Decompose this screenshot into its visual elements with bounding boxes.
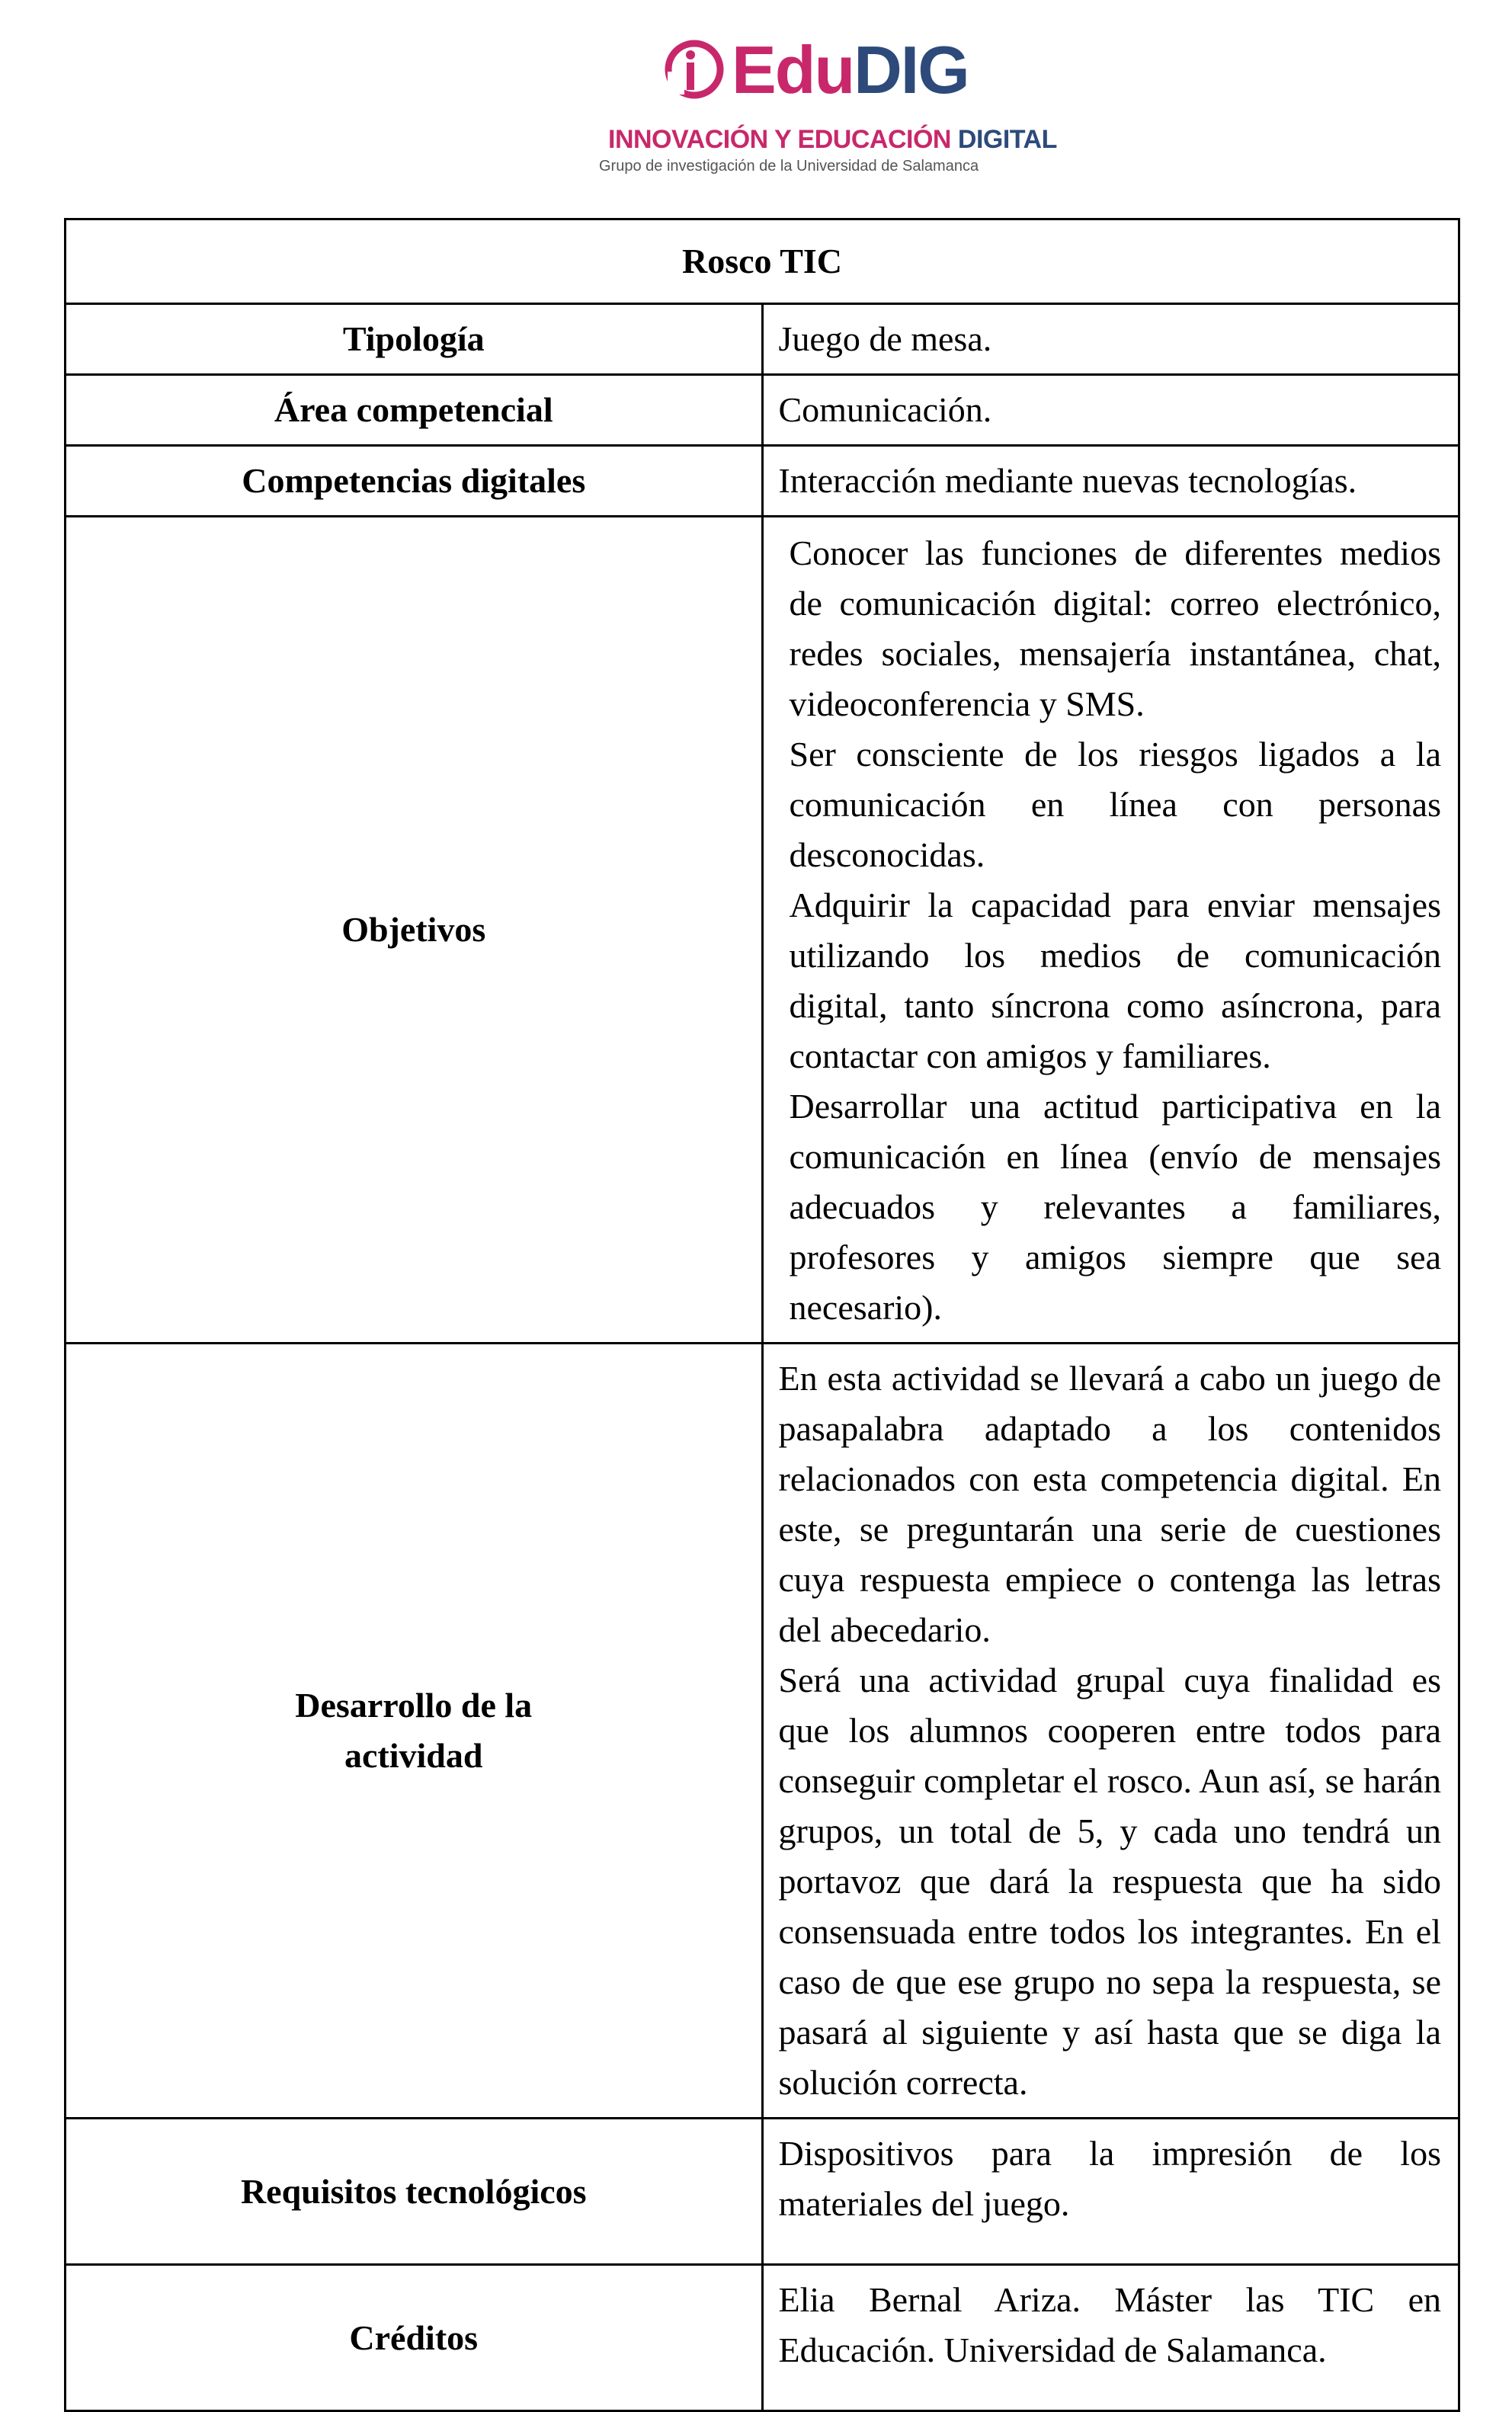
table-row-objetivos — [66, 517, 1459, 1344]
activity-sheet-table — [64, 218, 1460, 2412]
row-value-area — [762, 375, 1459, 446]
row-value-requisitos — [762, 2119, 1459, 2265]
description-paragraph: En esta actividad se llevará a cabo un juego de pasapalabra adaptado a los contenidos relacionados con esta competencia digital. En este, se preguntarán una serie de cuestiones cuya respuesta empiece o contenga las letras del abecedario. — [778, 1359, 1441, 1649]
table-row-tipologia — [66, 304, 1459, 375]
row-label-creditos: Créditos — [66, 2265, 763, 2411]
logo-word-dig: DIG — [854, 32, 969, 107]
objective-paragraph: Ser consciente de los riesgos ligados a la comunicación en línea con personas desconocidas. — [789, 735, 1441, 874]
row-label-desarrollo — [66, 1344, 763, 2119]
row-label-desarrollo-line2: actividad — [344, 1736, 483, 1775]
sheet-title: Rosco TIC — [66, 219, 1459, 304]
row-value-objetivos — [762, 517, 1459, 1344]
logo-tagline-part1: INNOVACIÓN Y EDUCACIÓN — [608, 125, 958, 154]
edudig-logo — [587, 32, 1057, 180]
table-row-area — [66, 375, 1459, 446]
logo-wordmark — [732, 32, 969, 108]
logo-tagline — [608, 125, 1057, 154]
value-paragraph: Interacción mediante nuevas tecnologías. — [778, 461, 1357, 500]
value-paragraph: Juego de mesa. — [778, 319, 992, 358]
logo-subtitle: Grupo de investigación de la Universidad de Salamanca — [599, 158, 979, 175]
row-label-desarrollo-line1: Desarrollo de la — [295, 1686, 533, 1725]
row-label-objetivos: Objetivos — [66, 517, 763, 1344]
table-row-competencias — [66, 446, 1459, 517]
value-paragraph: Elia Bernal Ariza. Máster las TIC en Educación. Universidad de Salamanca. — [778, 2280, 1441, 2369]
info-circle-logo-icon — [663, 38, 726, 101]
value-paragraph: Comunicación. — [778, 390, 992, 429]
row-value-creditos — [762, 2265, 1459, 2411]
row-value-competencias — [762, 446, 1459, 517]
row-label-tipologia: Tipología — [66, 304, 763, 375]
row-value-tipologia — [762, 304, 1459, 375]
objective-paragraph: Adquirir la capacidad para enviar mensajes utilizando los medios de comunicación digital, tanto síncrona como asíncrona, para contactar con amigos y familiares. — [789, 886, 1441, 1075]
row-value-desarrollo — [762, 1344, 1459, 2119]
row-label-requisitos: Requisitos tecnológicos — [66, 2119, 763, 2265]
table-row-requisitos — [66, 2119, 1459, 2265]
value-paragraph: Dispositivos para la impresión de los materiales del juego. — [778, 2134, 1441, 2223]
objective-paragraph: Desarrollar una actitud participativa en la comunicación en línea (envío de mensajes adecuados y relevantes a familiares, profesores y amigos siempre que sea necesario). — [789, 1087, 1441, 1327]
row-label-area: Área competencial — [66, 375, 763, 446]
title-row — [66, 219, 1459, 304]
table-row-desarrollo — [66, 1344, 1459, 2119]
logo-tagline-part2: DIGITAL — [957, 125, 1057, 154]
description-paragraph: Será una actividad grupal cuya finalidad es que los alumnos cooperen entre todos para conseguir completar el rosco. Aun así, se harán grupos, un total de 5, y cada uno tendrá un portavoz que dará la respuesta que ha sido consensuada entre todos los integrantes. En el caso de que ese grupo no sepa la respuesta, se pasará al siguiente y así hasta que se diga la solución correcta. — [778, 1661, 1441, 2102]
logo-word-edu: Edu — [732, 32, 854, 107]
objective-paragraph: Conocer las funciones de diferentes medios de comunicación digital: correo electrónico, redes sociales, mensajería instantánea, chat, videoconferencia y SMS. — [789, 533, 1441, 723]
table-row-creditos — [66, 2265, 1459, 2411]
row-label-competencias: Competencias digitales — [66, 446, 763, 517]
